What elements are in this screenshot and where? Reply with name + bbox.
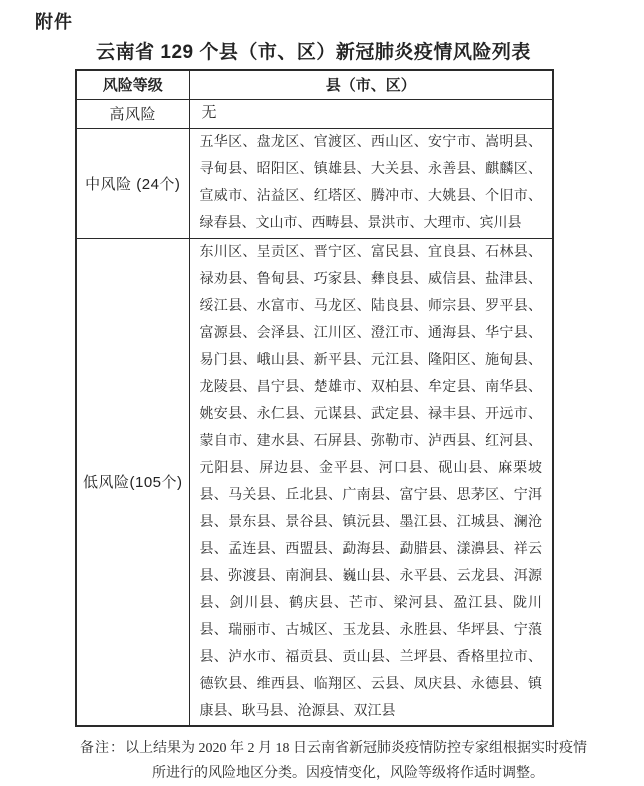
mid-risk-label: 中风险 (24个) (76, 128, 189, 238)
attachment-label: 附件 (35, 12, 73, 32)
footnote (80, 736, 592, 786)
table-row-low-risk (76, 238, 553, 726)
risk-table (75, 69, 554, 727)
footnote-line1 (80, 736, 592, 761)
low-risk-counties: 东川区、呈贡区、晋宁区、富民县、宜良县、石林县、禄劝县、鲁甸县、巧家县、彝良县、威信县、盐津县、绥江县、水富市、马龙区、陆良县、师宗县、罗平县、富源县、会泽县、江川区、澄江市、通海县、华宁县、易门县、峨山县、新平县、元江县、隆阳区、施甸县、龙陵县、昌宁县、楚雄市、双柏县、牟定县、南华县、姚安县、永仁县、元谋县、武定县、禄丰县、开远市、蒙自市、建水县、石屏县、弥勒市、泸西县、红河县、元阳县、屏边县、金平县、河口县、砚山县、麻栗坡县、马关县、丘北县、广南县、富宁县、思茅区、宁洱县、景东县、景谷县、镇沅县、墨江县、江城县、澜沧县、孟连县、西盟县、勐海县、勐腊县、漾濞县、祥云县、弥渡县、南涧县、巍山县、永平县、云龙县、洱源县、剑川县、鹤庆县、芒市、梁河县、盈江县、陇川县、瑞丽市、古城区、玉龙县、永胜县、华坪县、宁蒗县、泸水市、福贡县、贡山县、兰坪县、香格里拉市、德钦县、维西县、临翔区、云县、凤庆县、永德县、镇康县、耿马县、沧源县、双江县 (189, 238, 553, 726)
footnote-text1: 以上结果为 2020 年 2 月 18 日云南省新冠肺炎疫情防控专家组根据实时疫情 (125, 740, 587, 756)
table-row-mid-risk (76, 128, 553, 238)
high-risk-label: 高风险 (76, 99, 189, 128)
header-counties: 县（市、区） (189, 70, 553, 99)
table-row-high-risk (76, 99, 553, 128)
table-header-row (76, 70, 553, 99)
low-risk-label: 低风险(105个) (76, 238, 189, 726)
header-risk-level: 风险等级 (76, 70, 189, 99)
high-risk-counties: 无 (189, 99, 553, 128)
footnote-line2: 所进行的风险地区分类。因疫情变化，风险等级将作适时调整。 (152, 765, 544, 781)
mid-risk-counties: 五华区、盘龙区、官渡区、西山区、安宁市、嵩明县、寻甸县、昭阳区、镇雄县、大关县、永善县、麒麟区、宣威市、沾益区、红塔区、腾冲市、大姚县、个旧市、绿春县、文山市、西畴县、景洪市、大理市、宾川县 (189, 128, 553, 238)
footnote-label: 备注： (80, 740, 125, 756)
page-title: 云南省 129 个县（市、区）新冠肺炎疫情风险列表 (96, 42, 531, 63)
